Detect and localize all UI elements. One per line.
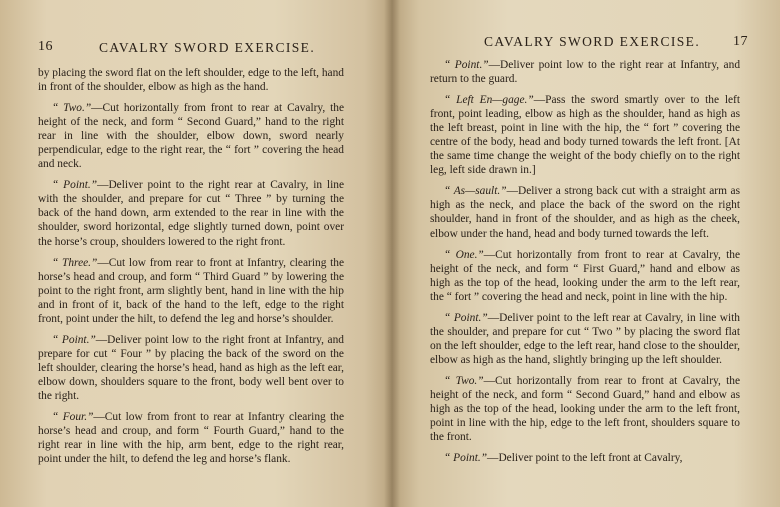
paragraph-text: —Cut low from front to rear at Infantry clearing the horse’s head and croup, and form “ Fourth Guard,” hand to the right rear in line with the hip, arm bent, edge to the right rear, point under the hilt, to defend the leg and horse’s flank.	[38, 411, 344, 466]
running-title: CAVALRY SWORD EXERCISE.	[99, 40, 316, 55]
command-word: “ Two.”	[52, 102, 92, 115]
command-word: “ One.”	[444, 248, 484, 261]
paragraph	[38, 178, 344, 248]
command-word: “ Point.”	[52, 179, 98, 192]
command-word: “ As—sault.”	[444, 185, 507, 198]
paragraph-text: by placing the sword flat on the left shoulder, edge to the left, hand in front of the shoulder, elbow as high as the hand.	[38, 67, 344, 94]
paragraph	[430, 93, 740, 177]
paragraph	[38, 256, 344, 326]
page-body	[38, 66, 344, 473]
command-word: “ Three.”	[52, 256, 98, 269]
paragraph	[430, 374, 740, 444]
page-number: 16	[38, 39, 53, 54]
paragraph	[38, 101, 344, 171]
paragraph-text: —Cut horizontally from rear to front at Cavalry, the height of the neck, and form “ Second Guard,” hand and elbow as high as the top of the head, looking under the arm to the left front, point in line with the hip, edge to the left front, shoulders square to the front.	[430, 374, 741, 444]
paragraph	[430, 248, 740, 304]
right-page	[392, 0, 780, 507]
command-word: “ Four.”	[52, 411, 94, 424]
paragraph-text: —Deliver a strong back cut with a straight arm as high as the neck, and place the back of the sword on the right shoulder, hand in front of the shoulder, and as high as the cheek, elbow under the hand, head and body turned towards the left.	[430, 185, 740, 240]
paragraph	[430, 58, 740, 86]
paragraph	[430, 451, 740, 465]
page-number: 17	[733, 34, 748, 49]
paragraph-text: —Deliver point to the left rear at Cavalry, in line with the shoulder, and prepare for cut “ Two ” by placing the sword flat on the left shoulder, edge to the left rear, hand close to the shoulder, elbow as high as the hand, slightly bringing up the left shoulder.	[430, 311, 741, 366]
command-word: “ Point.”	[444, 452, 488, 465]
paragraph	[38, 410, 344, 466]
paragraph-text: —Cut low from rear to front at Infantry, clearing the horse’s head and croup, and form “ Third Guard ” by lowering the point to the right front, arm slightly bent, hand in line with the hip and in front of it, back of the hand to the left, edge to the right front, point under the hilt, to defend the leg and horse’s shoulder.	[38, 256, 344, 325]
paragraph	[38, 333, 344, 403]
paragraph	[38, 66, 344, 94]
paragraph-text: —Pass the sword smartly over to the left front, point leading, elbow as high as the shoulder, hand as high as the left breast, point in line with the hip, the “ fort ” covering the centre of the body, head and body turned towards the left front. [At the same time change the weight of the body chiefly on to the right leg, left side drawn in.]	[430, 94, 740, 177]
command-word: “ Point.”	[52, 333, 96, 346]
paragraph	[430, 184, 740, 240]
paragraph-text: —Deliver point to the right rear at Cavalry, in line with the shoulder, and prepare for cut “ Three ” by turning the back of the hand down, arm extended to the rear in line with the shoulder, sword horizontal, edge slightly turned down, point over the horse’s croup, shoulders lowered to the right front.	[38, 179, 345, 248]
running-title: CAVALRY SWORD EXERCISE.	[484, 34, 701, 49]
command-word: “ Point.”	[444, 59, 489, 71]
paragraph-text: —Cut horizontally from front to rear at Cavalry, the height of the neck, and form “ First Guard,” hand and elbow as high as the top of the head, looking under the arm to the left rear, the “ fort ” covering the head and neck, point in line with the hip.	[430, 248, 741, 303]
paragraph	[430, 311, 740, 367]
paragraph-text: —Deliver point low to the right front at Infantry, and prepare for cut “ Four ” by placing the back of the sword on the left shoulder, clearing the horse’s head, hand as high as the left ear, elbow down, shoulders square to the front, body well bent over to the right.	[38, 333, 344, 402]
command-word: “ Point.”	[444, 311, 488, 324]
command-word: “ Left En—gage.”	[444, 94, 534, 107]
command-word: “ Two.”	[444, 374, 484, 387]
paragraph-text: —Deliver point to the left front at Cavalry,	[487, 452, 683, 465]
paragraph-text: —Deliver point low to the right rear at Infantry, and return to the guard.	[430, 59, 741, 86]
paragraph-text: —Cut horizontally from front to rear at Cavalry, the height of the neck, and form “ Second Guard,” hand to the right rear in line with the shoulder, elbow down, sword nearly perpendicular, edge to the right rear, the “ fort ” covering the head and neck.	[38, 102, 344, 171]
page-body	[430, 58, 740, 472]
